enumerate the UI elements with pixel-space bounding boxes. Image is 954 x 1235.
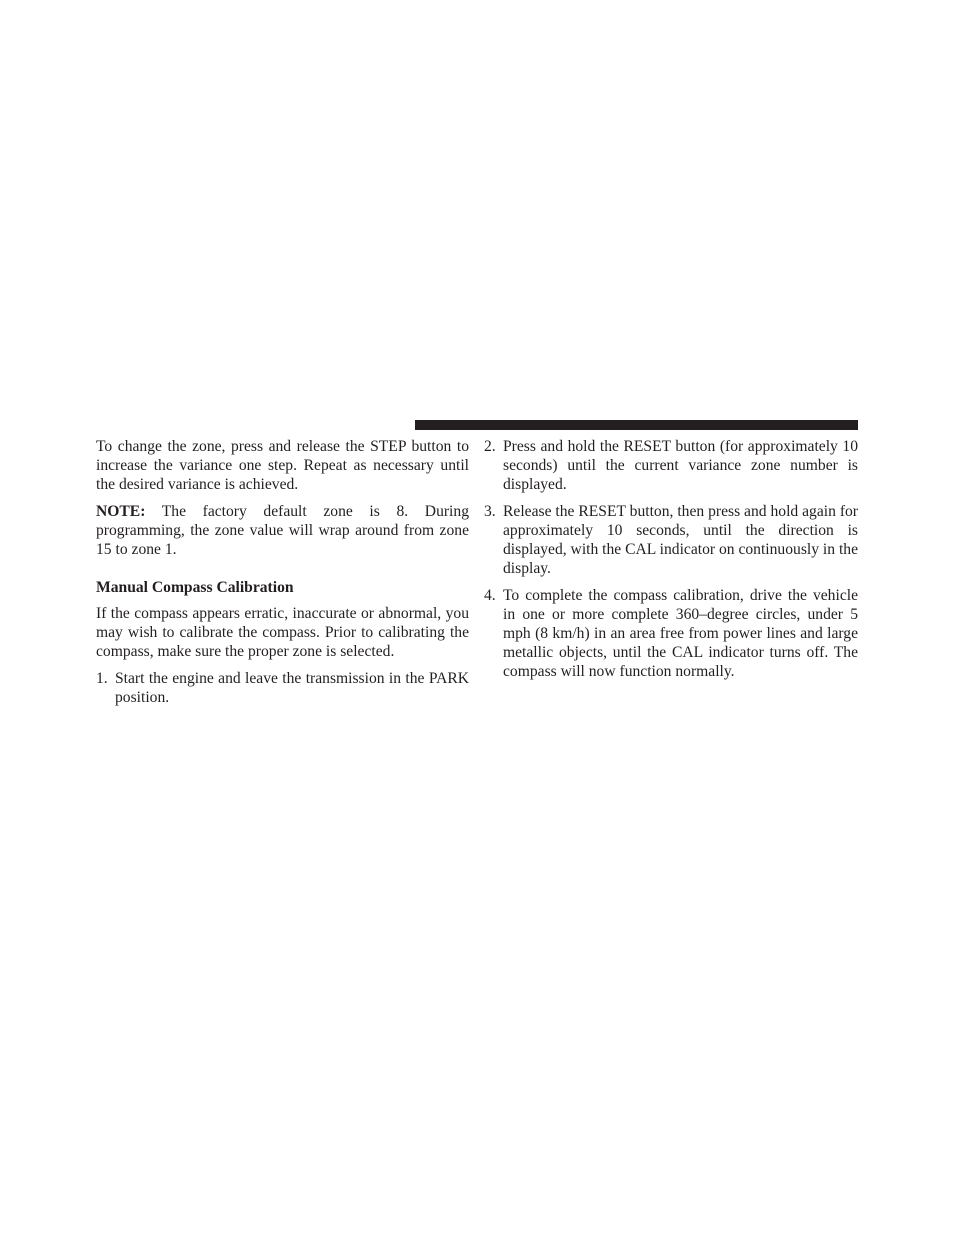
step-number: 3.: [484, 503, 496, 520]
zone-change-paragraph: To change the zone, press and release the STEP button to increase the variance one step. Repeat as necessary until the desired variance is achieved.: [96, 438, 469, 493]
header-bar: [415, 420, 858, 430]
step-text: Start the engine and leave the transmission in the PARK position.: [115, 670, 469, 706]
note-label: NOTE:: [96, 503, 146, 520]
note-paragraph: [96, 502, 469, 559]
step-number: 1.: [96, 670, 108, 687]
step-number: 4.: [484, 587, 496, 604]
list-item-step-2: [484, 437, 858, 494]
left-column: [96, 437, 469, 715]
list-item-step-1: [96, 669, 469, 707]
section-heading: Manual Compass Calibration: [96, 579, 294, 596]
list-item-step-4: [484, 586, 858, 681]
step-number: 2.: [484, 438, 496, 455]
calibration-intro-paragraph: If the compass appears erratic, inaccurate or abnormal, you may wish to calibrate the compass. Prior to calibrating the compass, make sure the proper zone is selected.: [96, 605, 469, 660]
list-item-step-3: [484, 502, 858, 578]
right-column: [484, 437, 858, 689]
step-text: To complete the compass calibration, drive the vehicle in one or more complete 360–degree circles, under 5 mph (8 km/h) in an area free from power lines and large metallic objects, until the CAL indicator turns off. The compass will now function normally.: [503, 587, 858, 680]
step-text: Release the RESET button, then press and hold again for approximately 10 seconds, until the direction is displayed, with the CAL indicator on continuously in the display.: [503, 503, 858, 577]
note-text: The factory default zone is 8. During programming, the zone value will wrap around from zone 15 to zone 1.: [96, 503, 469, 558]
step-text: Press and hold the RESET button (for approximately 10 seconds) until the current variance zone number is displayed.: [503, 438, 858, 493]
